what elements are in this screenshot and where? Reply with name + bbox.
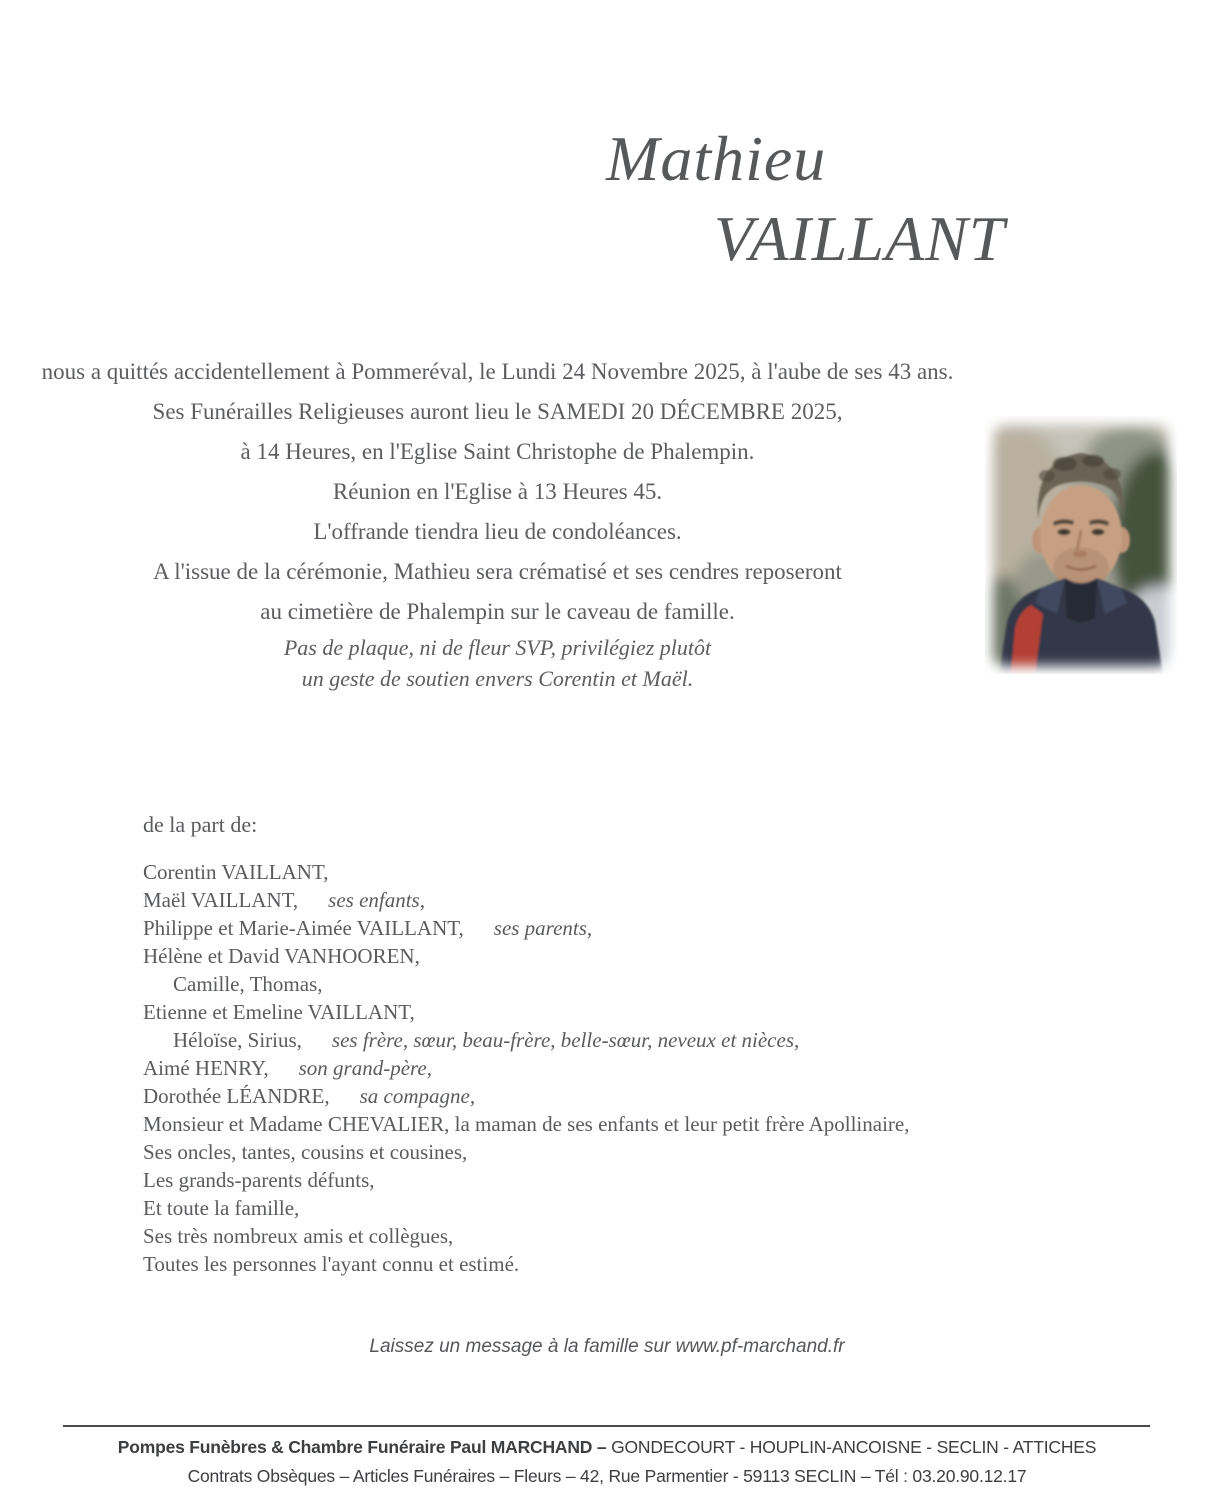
- relation-label: ses enfants,: [328, 888, 425, 912]
- family-member-name: Et toute la famille,: [143, 1196, 300, 1220]
- funeral-home-line: [15, 1437, 1199, 1458]
- family-member: [143, 914, 909, 942]
- from-section-heading: de la part de:: [143, 812, 258, 837]
- family-member-name: Hélène et David VANHOOREN,: [143, 944, 420, 968]
- relation-label: ses parents,: [493, 916, 593, 940]
- deceased-first-name: Mathieu: [606, 123, 827, 194]
- family-member: [143, 1250, 909, 1278]
- guestbook-message: Laissez un message à la famille sur www.pf-marchand.fr: [369, 1336, 845, 1357]
- family-member: [143, 998, 909, 1026]
- family-member-name: Les grands-parents défunts,: [143, 1168, 375, 1192]
- family-list: [143, 858, 909, 1278]
- family-member-name: Etienne et Emeline VAILLANT,: [143, 1000, 415, 1024]
- relation-label: ses frère, sœur, beau-frère, belle-sœur, neveux et nièces,: [331, 1028, 800, 1052]
- announcement-line: Pas de plaque, ni de fleur SVP, privilégiez plutôt: [283, 635, 712, 660]
- family-member: [143, 886, 909, 914]
- family-member-name: Ses très nombreux amis et collègues,: [143, 1224, 454, 1248]
- family-member-name: Héloïse, Sirius,: [173, 1028, 302, 1052]
- funeral-home-name: Pompes Funèbres & Chambre Funéraire Paul MARCHAND –: [117, 1437, 607, 1457]
- family-member: [143, 1194, 909, 1222]
- family-member: [143, 1110, 909, 1138]
- family-member: [143, 1222, 909, 1250]
- announcement-line: Réunion en l'Eglise à 13 Heures 45.: [332, 479, 663, 504]
- announcement-lines: [5, 352, 990, 694]
- announcement-line: L'offrande tiendra lieu de condoléances.: [313, 519, 682, 544]
- deceased-last-name: VAILLANT: [714, 203, 1006, 274]
- announcement-line: un geste de soutien envers Corentin et Maël.: [301, 666, 694, 691]
- announcement-line: à 14 Heures, en l'Eglise Saint Christophe de Phalempin.: [240, 439, 755, 464]
- family-member-name: Maël VAILLANT,: [143, 888, 299, 912]
- family-member: [143, 942, 909, 970]
- family-member: [143, 1166, 909, 1194]
- footer-divider: [63, 1425, 1150, 1427]
- family-member-name: Corentin VAILLANT,: [143, 860, 329, 884]
- funeral-home-services-address: Contrats Obsèques – Articles Funéraires – Fleurs – 42, Rue Parmentier - 59113 SECLIN – Tél : 03.20.90.12.17: [187, 1466, 1027, 1486]
- family-member: [143, 1138, 909, 1166]
- family-member-name: Ses oncles, tantes, cousins et cousines,: [143, 1140, 468, 1164]
- funeral-home-locations: GONDECOURT - HOUPLIN-ANCOISNE - SECLIN - ATTICHES: [606, 1437, 1097, 1457]
- family-member-name: Dorothée LÉANDRE,: [143, 1084, 330, 1108]
- family-member: [143, 858, 909, 886]
- family-member: [143, 1026, 909, 1054]
- family-member-name: Camille, Thomas,: [173, 972, 323, 996]
- family-member-name: Aimé HENRY,: [143, 1056, 269, 1080]
- announcement-line: au cimetière de Phalempin sur le caveau de famille.: [260, 599, 735, 624]
- family-member-name: Monsieur et Madame CHEVALIER, la maman de ses enfants et leur petit frère Apollinaire,: [143, 1112, 910, 1136]
- announcement-line: Ses Funérailles Religieuses auront lieu le SAMEDI 20 DÉCEMBRE 2025,: [152, 399, 843, 424]
- relation-label: son grand-père,: [298, 1056, 432, 1080]
- family-member-name: Toutes les personnes l'ayant connu et estimé.: [143, 1252, 520, 1276]
- relation-label: sa compagne,: [359, 1084, 476, 1108]
- family-member-name: Philippe et Marie-Aimée VAILLANT,: [143, 916, 464, 940]
- portrait-photo: [985, 416, 1177, 674]
- announcement-line: A l'issue de la cérémonie, Mathieu sera crématisé et ses cendres reposeront: [153, 559, 842, 584]
- announcement-line: nous a quittés accidentellement à Pommeréval, le Lundi 24 Novembre 2025, à l'aube de ses 43 ans.: [41, 359, 954, 384]
- portrait-photo-graphic: [985, 416, 1177, 674]
- family-member: [143, 1054, 909, 1082]
- family-member: [143, 1082, 909, 1110]
- family-member: [143, 970, 909, 998]
